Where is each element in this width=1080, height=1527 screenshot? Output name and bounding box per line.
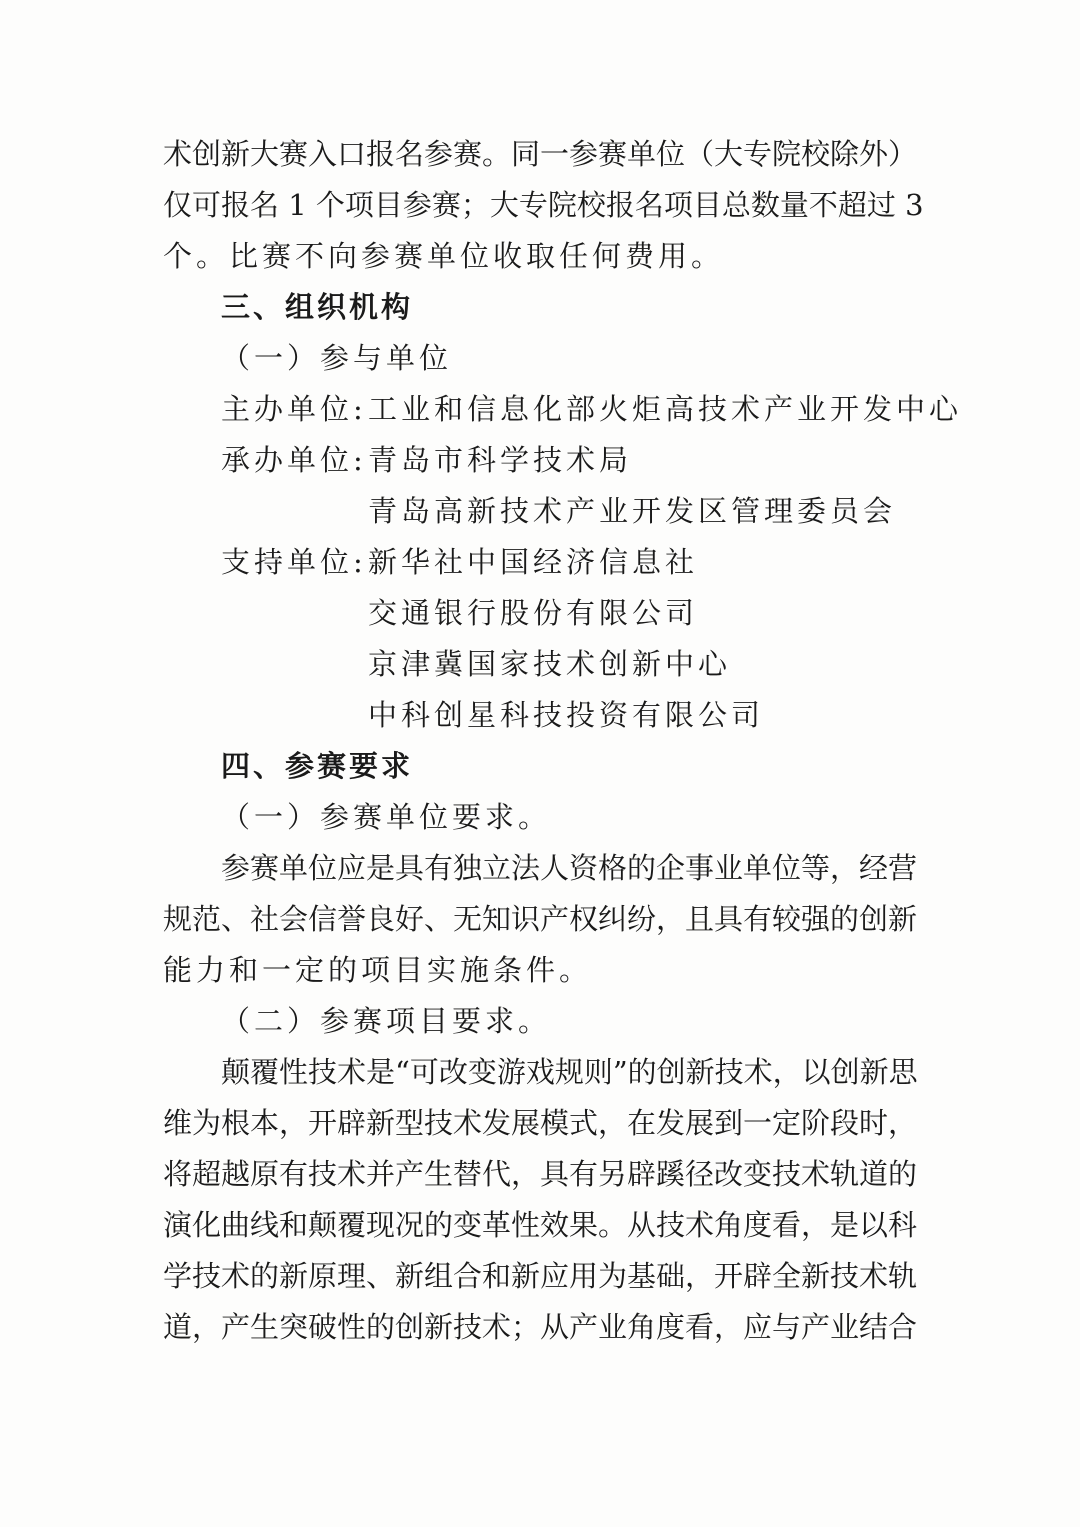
organizer-label: 承办单位:: [221, 443, 367, 477]
sub1-text-line-1: 参赛单位应是具有独立法人资格的企事业单位等，经营: [221, 851, 918, 885]
host-value: 工业和信息化部火炬高技术产业开发中心: [368, 392, 963, 426]
support-label: 支持单位:: [221, 545, 367, 579]
sub2-text-line-1: 颠覆性技术是“可改变游戏规则”的创新技术，以创新思: [221, 1055, 918, 1089]
intro-line-2: 仅可报名 1 个项目参赛；大专院校报名项目总数量不超过 3: [163, 188, 924, 222]
sub2-text-line-6: 道，产生突破性的创新技术；从产业角度看，应与产业结合: [163, 1310, 918, 1344]
supporter-1: 新华社中国经济信息社: [368, 545, 699, 579]
sub2-text-line-2: 维为根本，开辟新型技术发展模式，在发展到一定阶段时，: [163, 1106, 918, 1140]
supporter-3: 京津冀国家技术创新中心: [368, 647, 732, 681]
sub2-text-line-4: 演化曲线和颠覆现况的变革性效果。从技术角度看，是以科: [163, 1208, 918, 1242]
intro-line-3: 个。比赛不向参赛单位收取任何费用。: [163, 239, 725, 273]
section4-sub2: （二）参赛项目要求。: [221, 1004, 552, 1038]
sub2-text-line-3: 将超越原有技术并产生替代，具有另辟蹊径改变技术轨道的: [163, 1157, 918, 1191]
host-label: 主办单位:: [221, 392, 367, 426]
organizer-2: 青岛高新技术产业开发区管理委员会: [368, 494, 897, 528]
section3-heading: 三、组织机构: [221, 290, 414, 324]
section3-sub1: （一）参与单位: [221, 341, 453, 375]
intro-line-1: 术创新大赛入口报名参赛。同一参赛单位（大专院校除外）: [163, 137, 918, 171]
sub1-text-line-3: 能力和一定的项目实施条件。: [163, 953, 593, 987]
sub1-text-line-2: 规范、社会信誉良好、无知识产权纠纷，且具有较强的创新: [163, 902, 918, 936]
supporter-2: 交通银行股份有限公司: [368, 596, 699, 630]
section4-heading: 四、参赛要求: [221, 749, 414, 783]
organizer-1: 青岛市科学技术局: [368, 443, 633, 477]
section4-sub1: （一）参赛单位要求。: [221, 800, 552, 834]
supporter-4: 中科创星科技投资有限公司: [368, 698, 765, 732]
sub2-text-line-5: 学技术的新原理、新组合和新应用为基础，开辟全新技术轨: [163, 1259, 918, 1293]
